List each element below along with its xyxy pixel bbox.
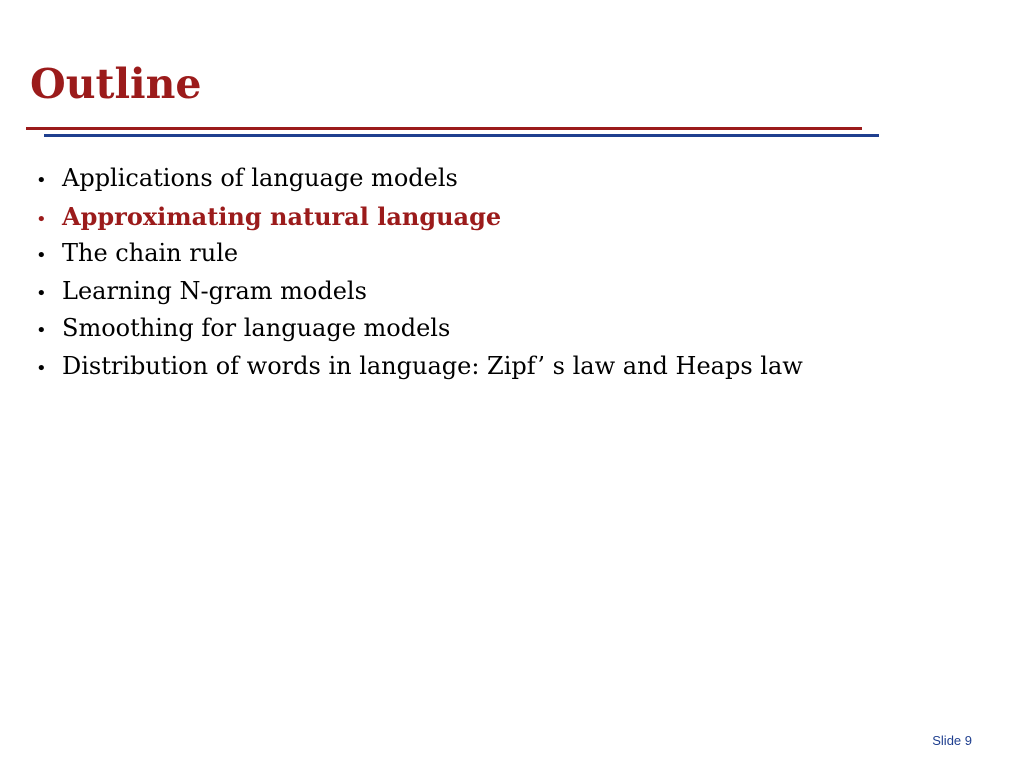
bullet-icon: • (36, 282, 47, 304)
outline-item-label: Smoothing for language models (62, 314, 451, 342)
title-underline-red (26, 127, 862, 130)
bullet-icon: • (36, 320, 47, 341)
outline-item-label: Learning N-gram models (62, 276, 367, 305)
bullet-icon: • (36, 170, 47, 191)
slide-title: Outline (30, 60, 202, 108)
outline-item-label: The chain rule (62, 239, 239, 267)
outline-item (36, 310, 803, 348)
outline-item-current (36, 198, 803, 236)
bullet-icon: • (36, 208, 47, 230)
slide-number: Slide 9 (932, 733, 972, 748)
outline-item-label: Approximating natural language (62, 201, 502, 231)
outline-item-label: Applications of language models (62, 164, 458, 192)
outline-item (36, 160, 803, 198)
outline-item (36, 235, 803, 273)
bullet-icon: • (36, 245, 47, 266)
outline-item-label: Distribution of words in language: Zipf’ s law and Heaps law (62, 351, 803, 380)
outline-item (36, 273, 803, 311)
outline-list (36, 160, 803, 385)
bullet-icon: • (36, 357, 47, 379)
title-underline-blue (44, 134, 879, 137)
outline-item (36, 348, 803, 386)
